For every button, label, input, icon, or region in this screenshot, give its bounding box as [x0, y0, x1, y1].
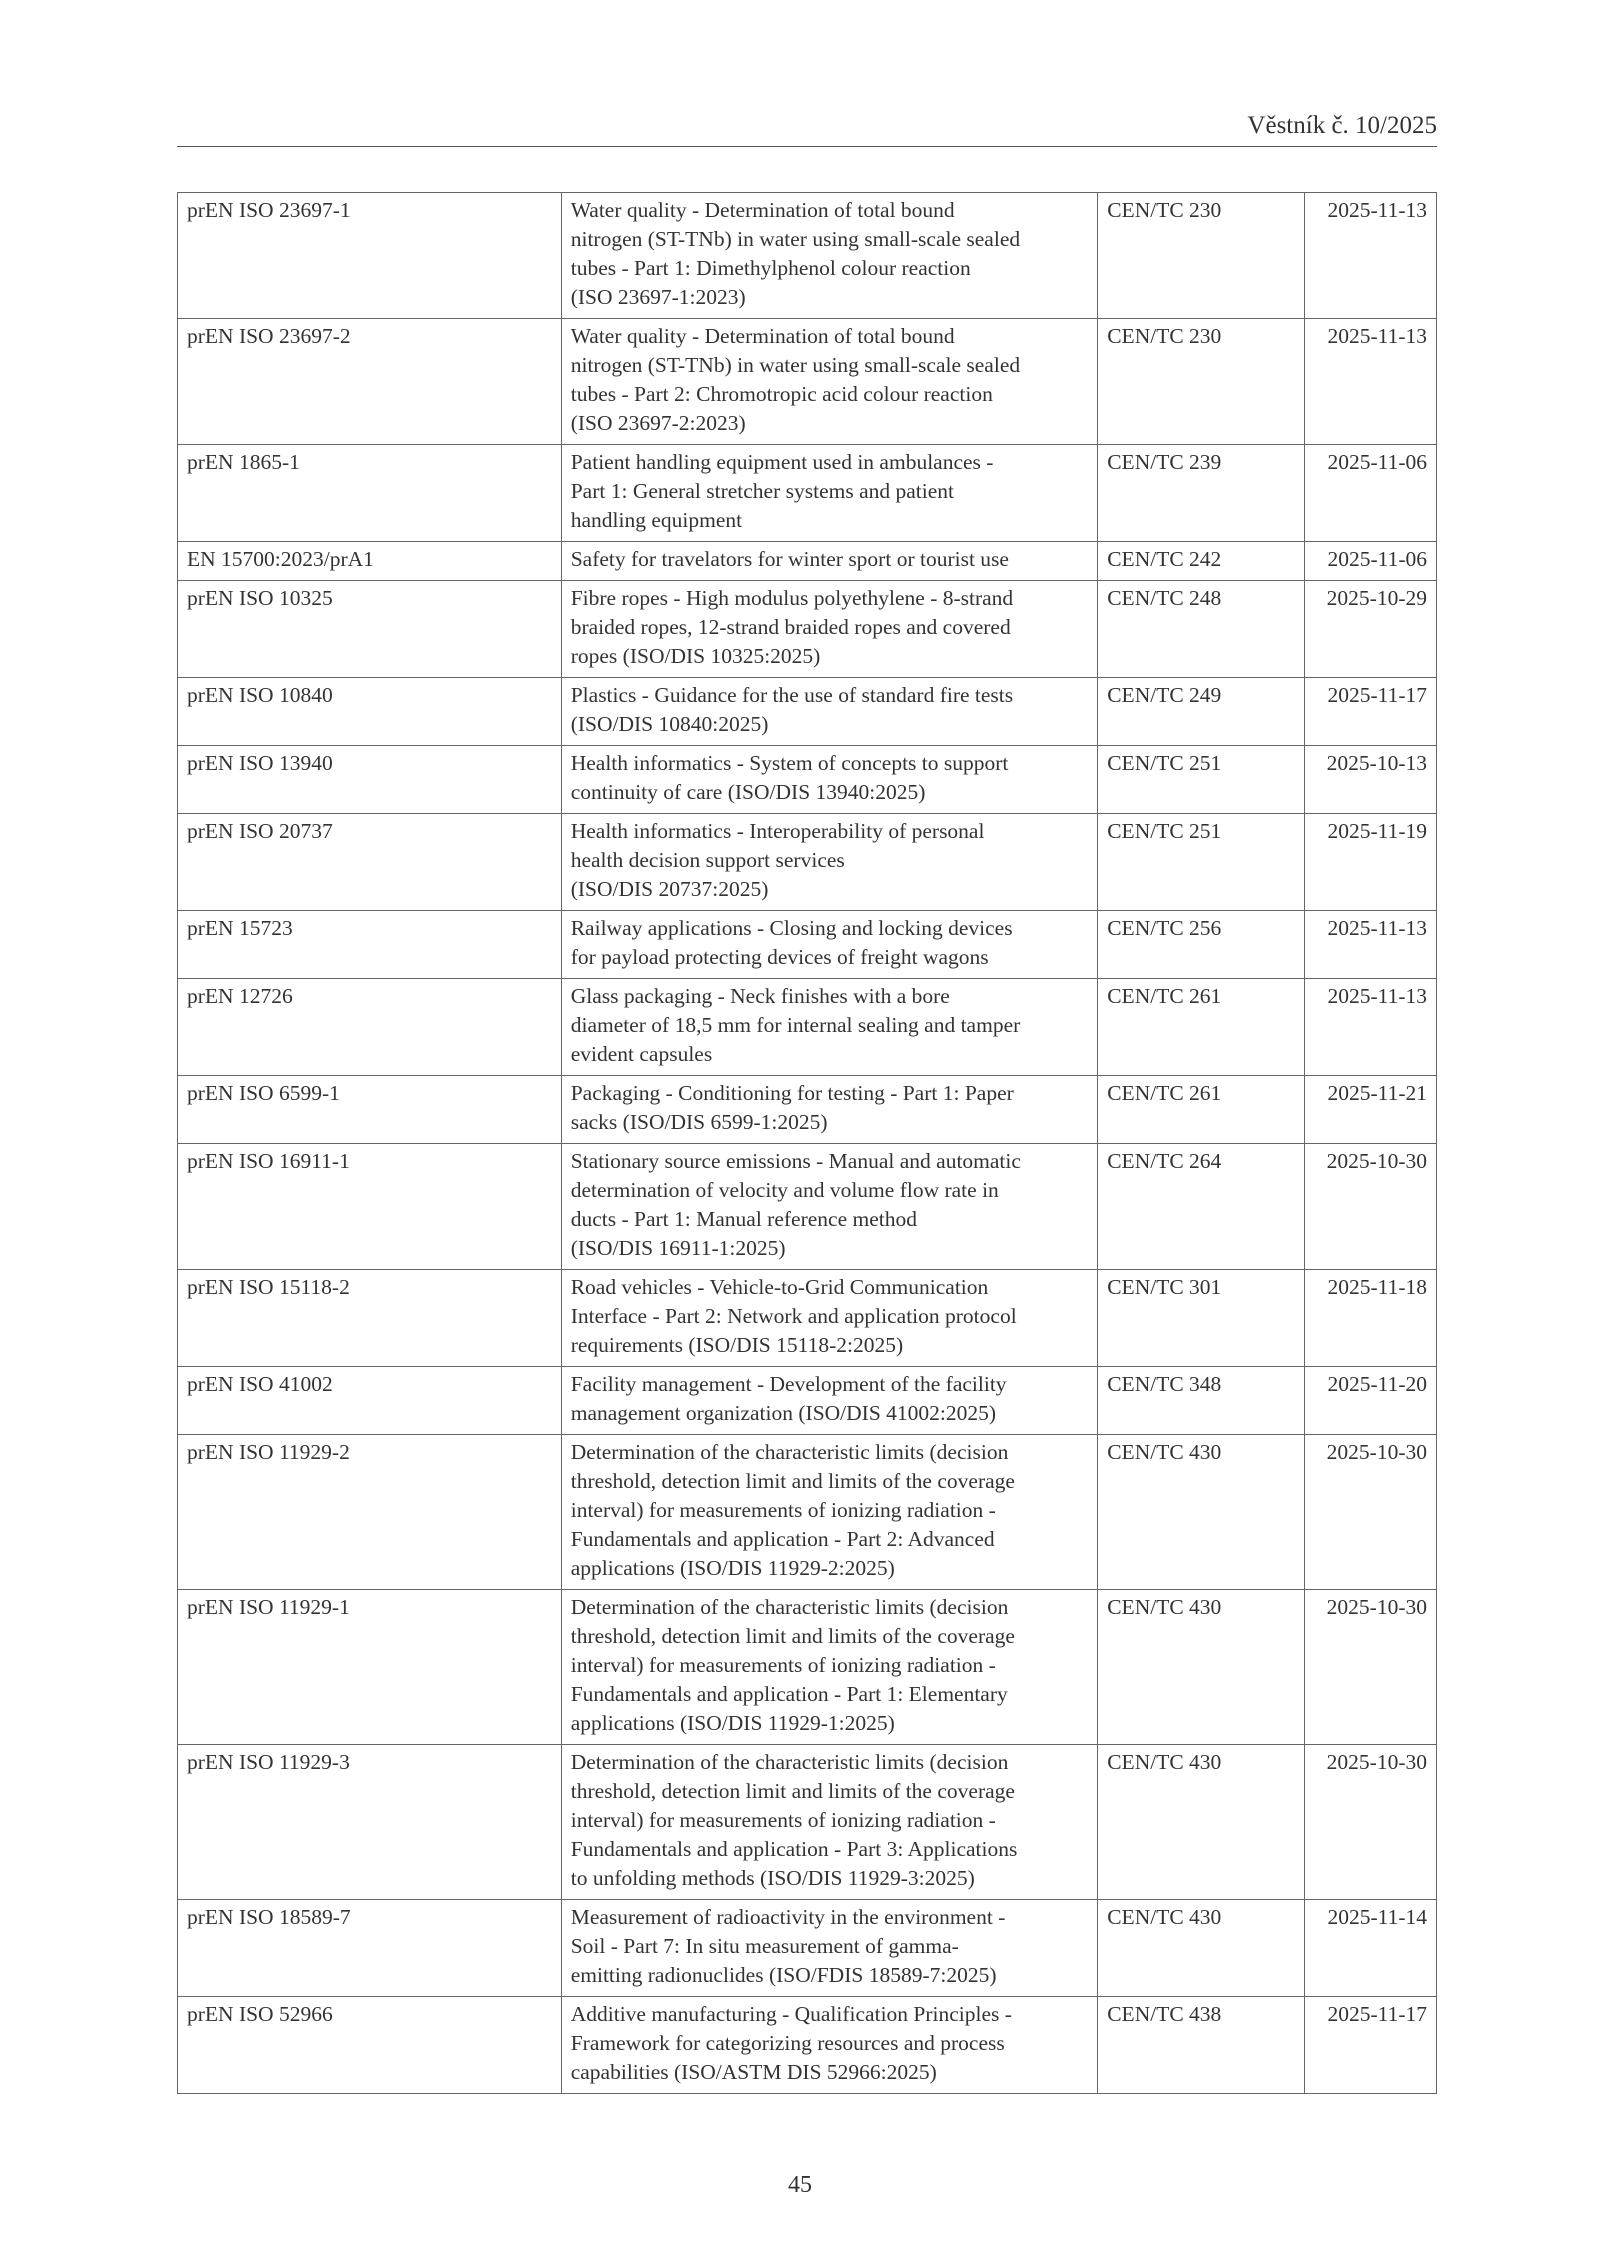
standards-table	[177, 192, 1437, 2094]
standard-title: Railway applications - Closing and locking devices for payload protecting devices of freight wagons	[561, 911, 1098, 979]
technical-committee: CEN/TC 301	[1098, 1270, 1305, 1367]
table-row	[178, 445, 1437, 542]
table-row	[178, 814, 1437, 911]
table-row	[178, 1144, 1437, 1270]
standard-code: prEN ISO 20737	[178, 814, 562, 911]
table-row	[178, 1435, 1437, 1590]
deadline-date: 2025-11-06	[1305, 542, 1437, 581]
technical-committee: CEN/TC 430	[1098, 1435, 1305, 1590]
technical-committee: CEN/TC 242	[1098, 542, 1305, 581]
standard-code: prEN ISO 41002	[178, 1367, 562, 1435]
table-row	[178, 1997, 1437, 2094]
technical-committee: CEN/TC 230	[1098, 319, 1305, 445]
deadline-date: 2025-11-13	[1305, 193, 1437, 319]
standard-code: prEN ISO 18589-7	[178, 1900, 562, 1997]
standard-title: Glass packaging - Neck finishes with a bore diameter of 18,5 mm for internal sealing and tamper evident capsules	[561, 979, 1098, 1076]
technical-committee: CEN/TC 430	[1098, 1590, 1305, 1745]
standard-title: Plastics - Guidance for the use of standard fire tests (ISO/DIS 10840:2025)	[561, 678, 1098, 746]
deadline-date: 2025-10-30	[1305, 1144, 1437, 1270]
table-row	[178, 1367, 1437, 1435]
standard-code: prEN 1865-1	[178, 445, 562, 542]
technical-committee: CEN/TC 249	[1098, 678, 1305, 746]
standard-code: prEN ISO 11929-1	[178, 1590, 562, 1745]
technical-committee: CEN/TC 251	[1098, 746, 1305, 814]
page-number: 45	[788, 2172, 812, 2198]
deadline-date: 2025-11-20	[1305, 1367, 1437, 1435]
table-row	[178, 1900, 1437, 1997]
deadline-date: 2025-11-13	[1305, 979, 1437, 1076]
technical-committee: CEN/TC 248	[1098, 581, 1305, 678]
standard-code: prEN 12726	[178, 979, 562, 1076]
standard-code: prEN ISO 15118-2	[178, 1270, 562, 1367]
table-row	[178, 746, 1437, 814]
deadline-date: 2025-10-13	[1305, 746, 1437, 814]
technical-committee: CEN/TC 251	[1098, 814, 1305, 911]
standard-code: prEN ISO 11929-3	[178, 1745, 562, 1900]
page-header-title: Věstník č. 10/2025	[1247, 112, 1437, 139]
technical-committee: CEN/TC 230	[1098, 193, 1305, 319]
deadline-date: 2025-10-29	[1305, 581, 1437, 678]
technical-committee: CEN/TC 430	[1098, 1745, 1305, 1900]
technical-committee: CEN/TC 430	[1098, 1900, 1305, 1997]
standard-title: Health informatics - Interoperability of personal health decision support services (ISO/DIS 20737:2025)	[561, 814, 1098, 911]
technical-committee: CEN/TC 256	[1098, 911, 1305, 979]
deadline-date: 2025-11-13	[1305, 911, 1437, 979]
standard-title: Fibre ropes - High modulus polyethylene - 8-strand braided ropes, 12-strand braided ropes and covered ropes (ISO/DIS 10325:2025)	[561, 581, 1098, 678]
standard-code: EN 15700:2023/prA1	[178, 542, 562, 581]
deadline-date: 2025-11-21	[1305, 1076, 1437, 1144]
deadline-date: 2025-11-18	[1305, 1270, 1437, 1367]
standard-title: Facility management - Development of the facility management organization (ISO/DIS 41002:2025)	[561, 1367, 1098, 1435]
table-row	[178, 581, 1437, 678]
standard-title: Water quality - Determination of total bound nitrogen (ST-TNb) in water using small-scale sealed tubes - Part 2: Chromotropic acid colour reaction (ISO 23697-2:2023)	[561, 319, 1098, 445]
standard-title: Safety for travelators for winter sport or tourist use	[561, 542, 1098, 581]
technical-committee: CEN/TC 348	[1098, 1367, 1305, 1435]
standard-title: Determination of the characteristic limits (decision threshold, detection limit and limits of the coverage interval) for measurements of ionizing radiation - Fundamentals and application - Part 3: Applications to unfolding methods (ISO/DIS 11929-3:2025)	[561, 1745, 1098, 1900]
standard-code: prEN ISO 10325	[178, 581, 562, 678]
standard-code: prEN ISO 11929-2	[178, 1435, 562, 1590]
standard-code: prEN 15723	[178, 911, 562, 979]
table-row	[178, 542, 1437, 581]
deadline-date: 2025-11-17	[1305, 1997, 1437, 2094]
technical-committee: CEN/TC 239	[1098, 445, 1305, 542]
standard-title: Measurement of radioactivity in the environment - Soil - Part 7: In situ measurement of gamma- emitting radionuclides (ISO/FDIS 18589-7:2025)	[561, 1900, 1098, 1997]
standard-title: Determination of the characteristic limits (decision threshold, detection limit and limits of the coverage interval) for measurements of ionizing radiation - Fundamentals and application - Part 1: Elementary applications (ISO/DIS 11929-1:2025)	[561, 1590, 1098, 1745]
deadline-date: 2025-10-30	[1305, 1435, 1437, 1590]
table-row	[178, 319, 1437, 445]
standard-title: Water quality - Determination of total bound nitrogen (ST-TNb) in water using small-scale sealed tubes - Part 1: Dimethylphenol colour reaction (ISO 23697-1:2023)	[561, 193, 1098, 319]
deadline-date: 2025-11-19	[1305, 814, 1437, 911]
table-row	[178, 979, 1437, 1076]
technical-committee: CEN/TC 438	[1098, 1997, 1305, 2094]
standard-code: prEN ISO 16911-1	[178, 1144, 562, 1270]
standard-title: Road vehicles - Vehicle-to-Grid Communication Interface - Part 2: Network and application protocol requirements (ISO/DIS 15118-2:2025)	[561, 1270, 1098, 1367]
technical-committee: CEN/TC 261	[1098, 1076, 1305, 1144]
table-row	[178, 911, 1437, 979]
deadline-date: 2025-10-30	[1305, 1745, 1437, 1900]
table-row	[178, 1270, 1437, 1367]
standard-code: prEN ISO 13940	[178, 746, 562, 814]
standard-code: prEN ISO 23697-2	[178, 319, 562, 445]
deadline-date: 2025-11-17	[1305, 678, 1437, 746]
deadline-date: 2025-11-13	[1305, 319, 1437, 445]
standard-title: Determination of the characteristic limits (decision threshold, detection limit and limits of the coverage interval) for measurements of ionizing radiation - Fundamentals and application - Part 2: Advanced applications (ISO/DIS 11929-2:2025)	[561, 1435, 1098, 1590]
table-row	[178, 193, 1437, 319]
deadline-date: 2025-10-30	[1305, 1590, 1437, 1745]
technical-committee: CEN/TC 261	[1098, 979, 1305, 1076]
table-row	[178, 678, 1437, 746]
header-rule	[177, 146, 1437, 147]
standard-title: Stationary source emissions - Manual and automatic determination of velocity and volume flow rate in ducts - Part 1: Manual reference method (ISO/DIS 16911-1:2025)	[561, 1144, 1098, 1270]
standard-title: Health informatics - System of concepts to support continuity of care (ISO/DIS 13940:2025)	[561, 746, 1098, 814]
deadline-date: 2025-11-14	[1305, 1900, 1437, 1997]
standard-title: Packaging - Conditioning for testing - Part 1: Paper sacks (ISO/DIS 6599-1:2025)	[561, 1076, 1098, 1144]
table-row	[178, 1590, 1437, 1745]
standard-code: prEN ISO 10840	[178, 678, 562, 746]
standard-code: prEN ISO 23697-1	[178, 193, 562, 319]
standard-code: prEN ISO 52966	[178, 1997, 562, 2094]
standard-title: Patient handling equipment used in ambulances - Part 1: General stretcher systems and patient handling equipment	[561, 445, 1098, 542]
deadline-date: 2025-11-06	[1305, 445, 1437, 542]
table-row	[178, 1745, 1437, 1900]
technical-committee: CEN/TC 264	[1098, 1144, 1305, 1270]
standard-code: prEN ISO 6599-1	[178, 1076, 562, 1144]
table-row	[178, 1076, 1437, 1144]
standard-title: Additive manufacturing - Qualification Principles - Framework for categorizing resources and process capabilities (ISO/ASTM DIS 52966:2025)	[561, 1997, 1098, 2094]
